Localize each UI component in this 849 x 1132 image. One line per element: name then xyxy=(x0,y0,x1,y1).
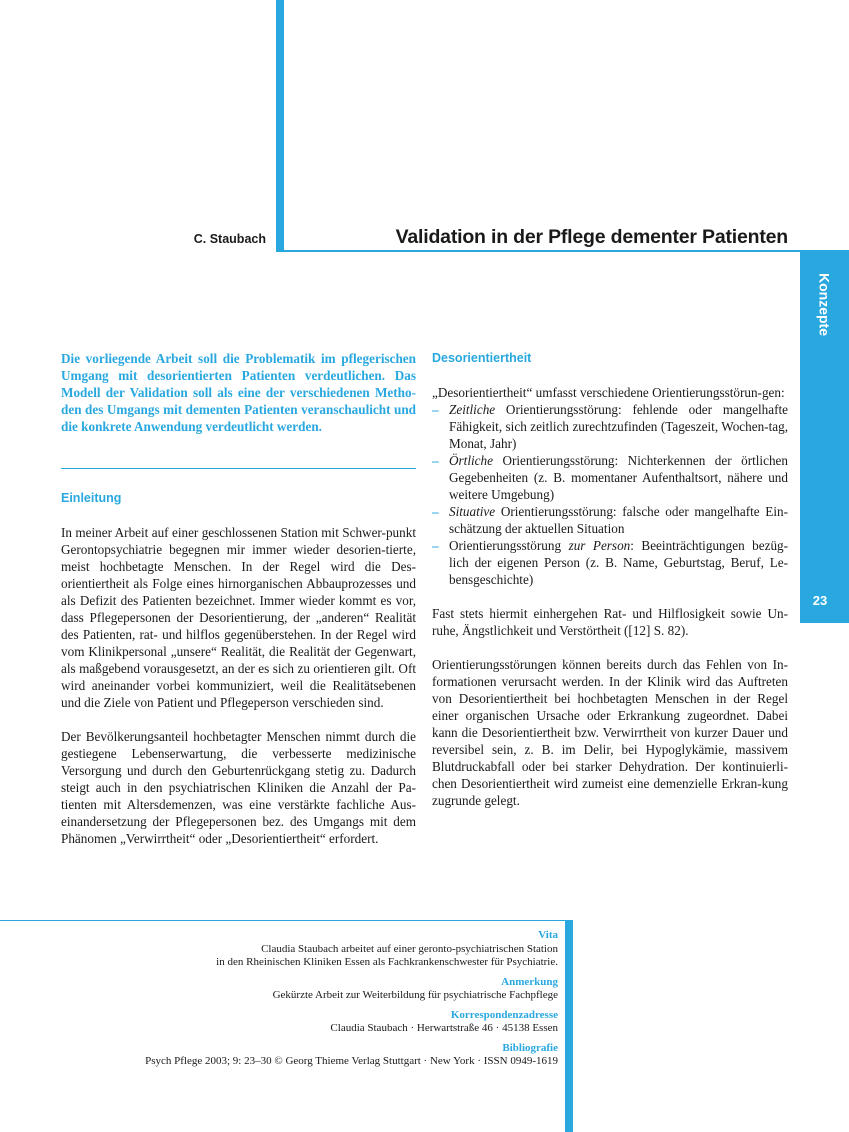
desorientiertheit-paragraph-1: Fast stets hiermit einhergehen Rat- und Hilflosigkeit sowie Un-ruhe, Ängstlichkeit und Verstörtheit ([12] S. 82). xyxy=(432,606,788,638)
vita-line: Claudia Staubach arbeitet auf einer geronto-psychiatrischen Station xyxy=(261,942,558,955)
article-title: Validation in der Pflege dementer Patienten xyxy=(395,226,788,248)
section-label: Konzepte xyxy=(816,273,833,336)
author-name: C. Staubach xyxy=(193,232,266,246)
abstract: Die vorliegende Arbeit soll die Problematik im pflegerischen Umgang mit desorientierten Patienten verdeutlichen. Das Modell der Validation soll als eine der verschiedenen Metho-den des Umgangs mit dementen Patienten veranschaulicht und die konkrete Anwendung verdeutlicht werden. xyxy=(61,351,416,434)
einleitung-paragraph-1: In meiner Arbeit auf einer geschlossenen Station mit Schwer-punkt Gerontopsychiatrie begegnen mir immer wieder desorien-tierte, meist hochbetagte Menschen. In der Regel wird die Des-orientiertheit als Folge eines hirnorganischen Abbauprozesses und als Defizit des Patienten bezeichnet. Immer wieder kommt es vor, dass Pflegepersonen der Desorientierung, der „anderen“ Realität des Patienten, rat- und hilflos gegenüberstehen. In der Regel wird vom Klinikpersonal „unsere“ Realität, die Realität der Gegenwart, als maßgebend vorausgesetzt, an der es sich zu orientieren gilt. Oft wird aneinander vorbei kommuniziert, weil die Realitätsebenen und die Ziele von Patient und Pflegeperson verschieden sind. xyxy=(61,525,416,710)
right-column xyxy=(432,350,788,826)
list-item: – Zeitliche Orientierungsstörung: fehlende oder mangelhafte Fähigkeit, sich zeitlich zurechtzufinden (Tageszeit, Wochen-tag, Monat, Jahr) xyxy=(432,401,788,452)
korrespondenz-heading: Korrespondenzadresse xyxy=(450,1008,558,1021)
header-rule xyxy=(276,250,849,252)
header-accent-bar xyxy=(276,0,284,251)
heading-desorientiertheit: Desorientiertheit xyxy=(432,351,532,365)
einleitung-paragraph-2: Der Bevölkerungsanteil hochbetagter Menschen nimmt durch die gestiegene Lebenserwartung, die verbesserte medizinische Versorgung und durch den Geburtenrückgang stetig zu. Dadurch steigt auch in den psychiatrischen Kliniken die Anzahl der Pa-tienten mit Altersdemenzen, was eine verstärkte fachliche Aus-einandersetzung der Pflegepersonen bez. des Umgangs mit dem Phänomen „Verwirrtheit“ oder „Desorientiertheit“ erfordert. xyxy=(61,729,416,846)
vita-heading: Vita xyxy=(538,929,558,941)
article-footer xyxy=(60,929,558,1069)
footer-rule xyxy=(0,920,573,921)
section-side-tab xyxy=(800,251,849,623)
bibliografie-heading: Bibliografie xyxy=(502,1041,558,1054)
vita-line: in den Rheinischen Kliniken Essen als Fachkrankenschwester für Psychiatrie. xyxy=(216,956,558,968)
list-item: – Örtliche Orientierungsstörung: Nichterkennen der örtlichen Gegebenheiten (z. B. momentaner Aufenthaltsort, nähere und weitere Umgebung) xyxy=(432,452,788,503)
left-column xyxy=(61,350,416,864)
desorientiertheit-intro: „Desorientiertheit“ umfasst verschiedene Orientierungsstörun-gen: xyxy=(432,385,785,400)
list-item: – Orientierungsstörung zur Person: Beeinträchtigungen bezüg-lich der eigenen Person (z. B. Name, Geburtstag, Beruf, Le-bensgeschichte) xyxy=(432,537,788,588)
heading-einleitung: Einleitung xyxy=(61,491,122,505)
orientation-list xyxy=(432,401,788,588)
anmerkung-heading: Anmerkung xyxy=(501,975,558,988)
bibliografie-text: Psych Pflege 2003; 9: 23–30 © Georg Thieme Verlag Stuttgart · New York · ISSN 0949-1619 xyxy=(145,1055,558,1067)
page-number: 23 xyxy=(812,593,828,608)
anmerkung-text: Gekürzte Arbeit zur Weiterbildung für psychiatrische Fachpflege xyxy=(272,989,558,1001)
korrespondenz-text: Claudia Staubach · Herwartstraße 46 · 45138 Essen xyxy=(330,1022,558,1034)
desorientiertheit-paragraph-2: Orientierungsstörungen können bereits durch das Fehlen von In-formationen verursacht werden. In der Klinik wird das Auftreten von Desorientiertheit bei hochbetagten Menschen in der Regel einer organischen Ursache oder Erkrankung zugeordnet. Dabei kann die Desorientiertheit bzw. Verwirrtheit von kurzer Dauer und reversibel sein, z. B. im Delir, bei Hypoglykämie, massivem Blutdruckabfall oder bei starker Dehydration. Der kontinuierli-chen Desorientiertheit wird zumeist eine demenzielle Erkran-kung zugrunde gelegt. xyxy=(432,657,788,808)
footer-accent-bar xyxy=(565,920,573,1132)
abstract-divider xyxy=(61,468,416,469)
list-item: – Situative Orientierungsstörung: falsche oder mangelhafte Ein-schätzung der aktuellen Situation xyxy=(432,503,788,537)
